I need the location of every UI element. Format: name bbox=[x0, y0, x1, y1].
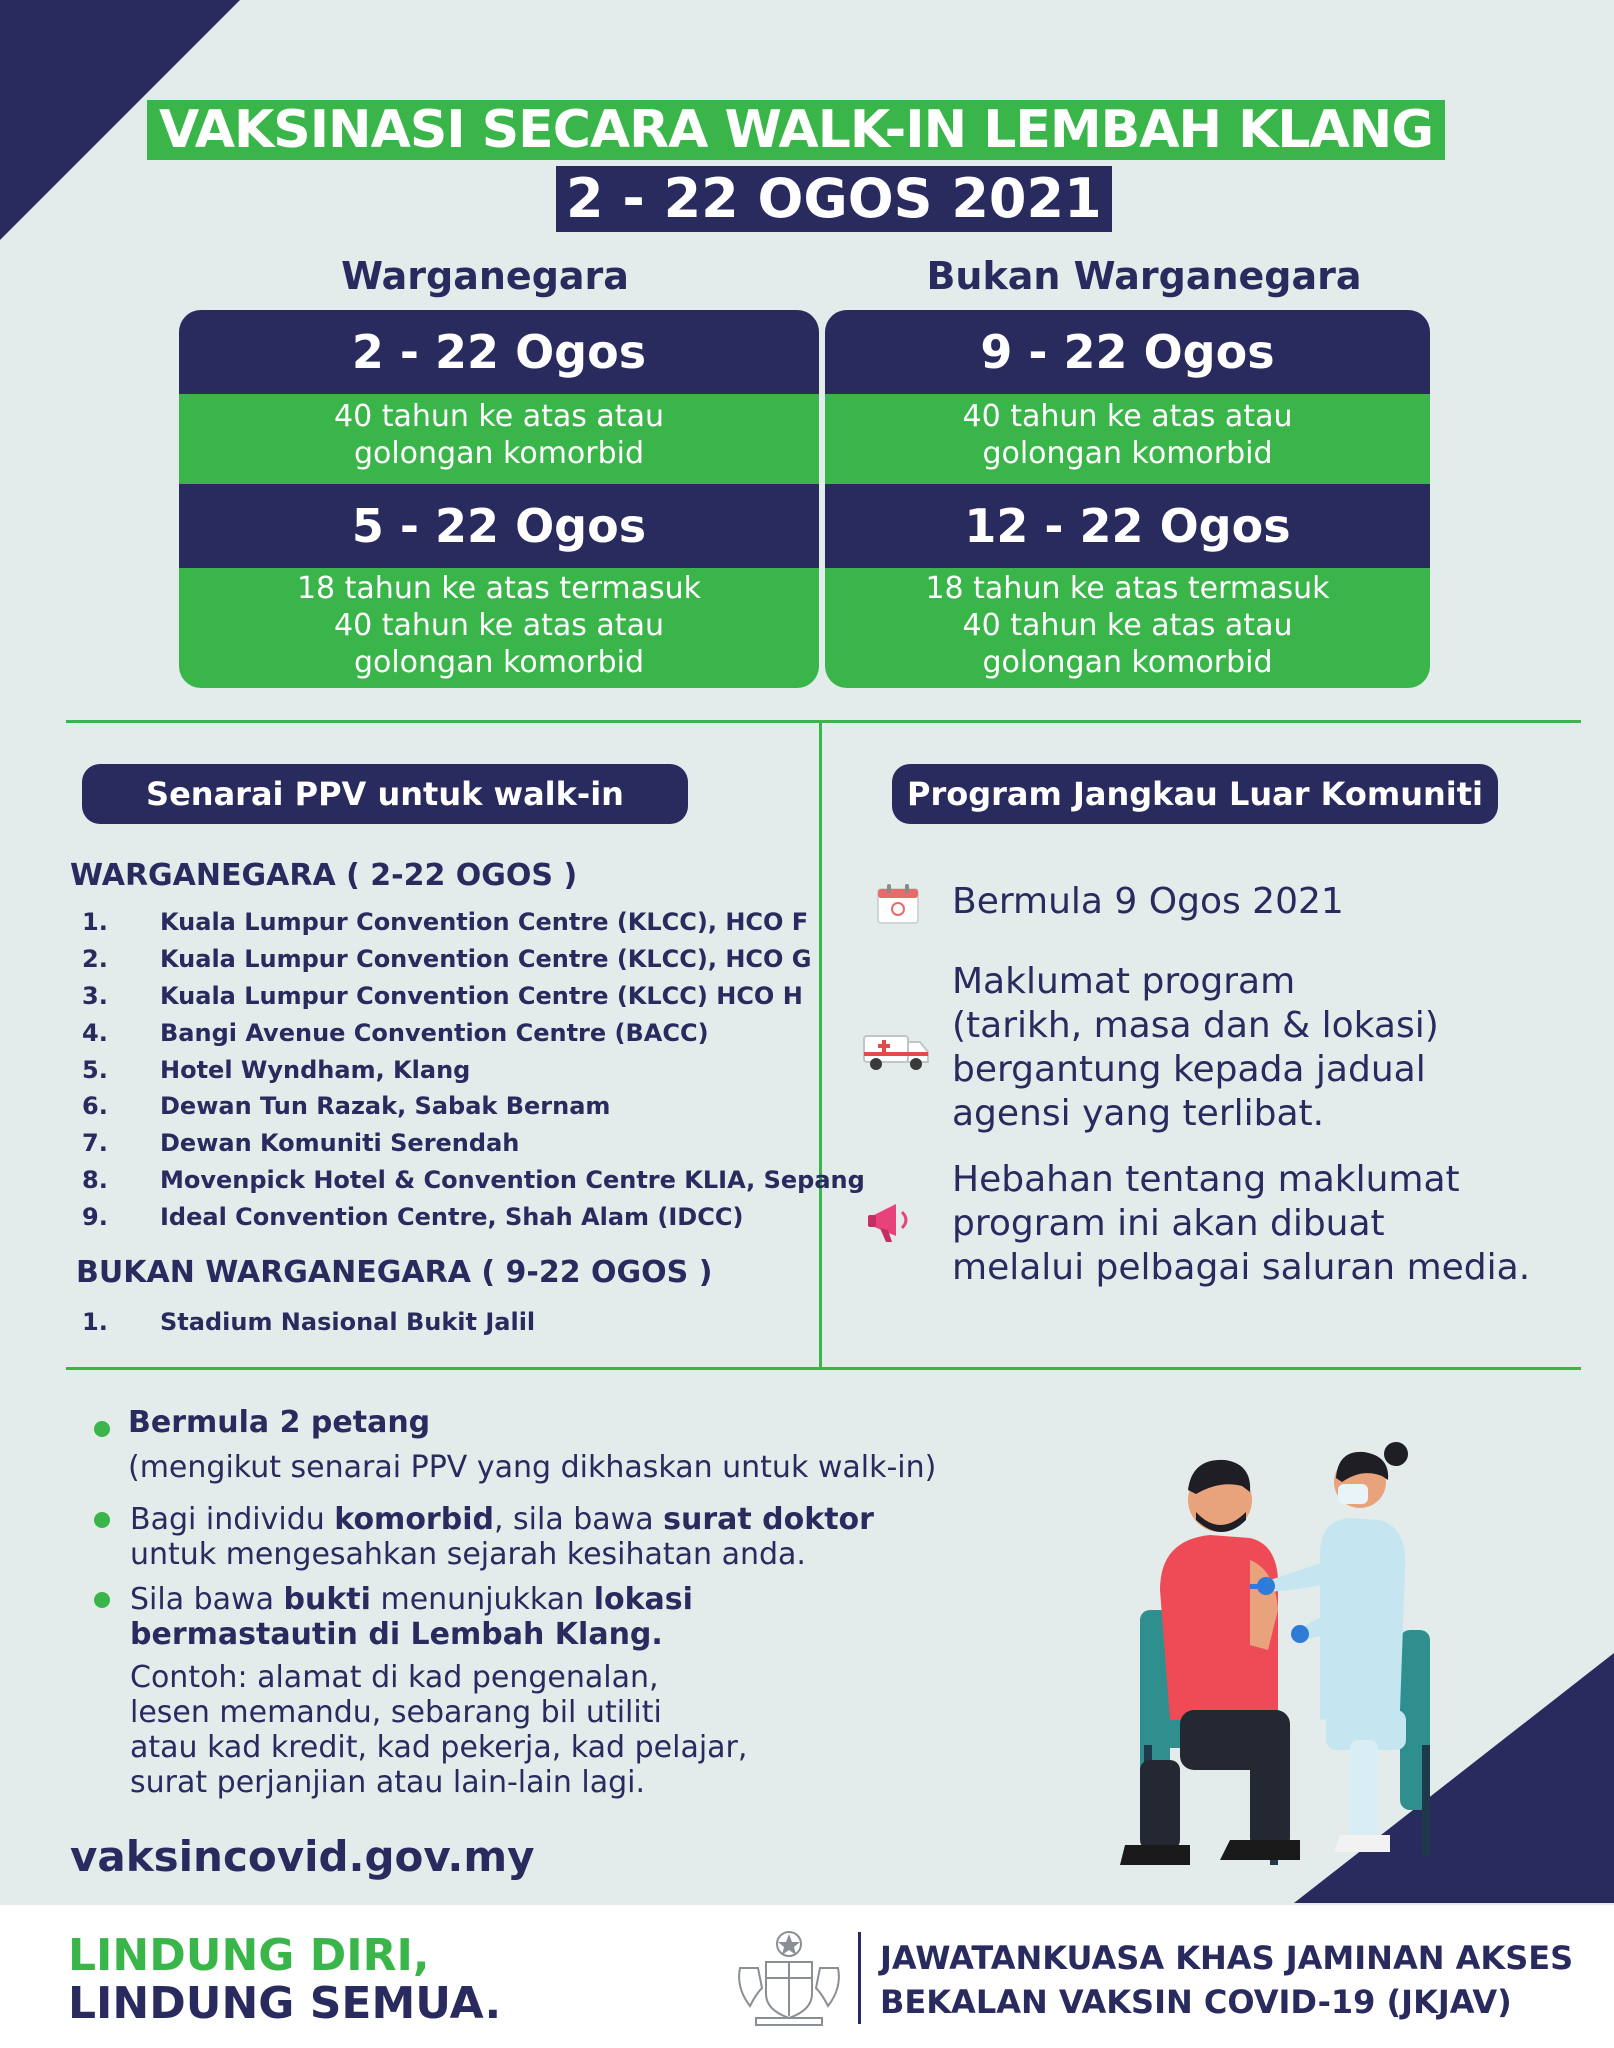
note-example bbox=[130, 1660, 747, 1800]
note-example-line: lesen memandu, sebarang bil utiliti bbox=[130, 1695, 662, 1730]
divider-top bbox=[66, 720, 1581, 723]
note-example-line: atau kad kredit, kad pekerja, kad pelajar, bbox=[130, 1730, 748, 1765]
program-media-text bbox=[952, 1158, 1530, 1290]
note-komorbid: Bagi individu komorbid, sila bawa surat doktor bbox=[130, 1502, 874, 1537]
ppv-pill: Senarai PPV untuk walk-in bbox=[82, 764, 688, 824]
program-media-line: Hebahan tentang maklumat bbox=[952, 1159, 1460, 1200]
ppv-warganegara-list: 1. Kuala Lumpur Convention Centre (KLCC), HCO F 2. Kuala Lumpur Convention Centre (KLCC), HCO G 3. Kuala Lumpur Convention Centre (KLCC) HCO H 4. Bangi Avenue Convention Centre (BACC) 5. Hotel Wyndham, Klang 6. Dewan Tun Razak, Sabak Bernam 7. Dewan Komuniti Serendah 8. Movenpick Hotel & Convention Centre KLIA, Sepang 9. Ideal Convention Centre, Shah Alam (IDCC) bbox=[82, 908, 865, 1231]
note-example-line: Contoh: alamat di kad pengenalan, bbox=[130, 1660, 659, 1695]
criteria-bukan-phase1 bbox=[825, 394, 1430, 484]
note-residency: Sila bawa bukti menunjukkan lokasi bbox=[130, 1582, 693, 1617]
program-info-line: bergantung kepada jadual bbox=[952, 1049, 1426, 1090]
criteria-line: golongan komorbid bbox=[353, 645, 645, 680]
slogan-line-1: LINDUNG DIRI, bbox=[68, 1930, 430, 1981]
title-line-1: VAKSINASI SECARA WALK-IN LEMBAH KLANG bbox=[147, 100, 1445, 160]
bullet-icon bbox=[94, 1512, 110, 1528]
card-bukan-warganegara bbox=[825, 310, 1430, 688]
program-media-line: melalui pelbagai saluran media. bbox=[952, 1247, 1531, 1288]
note-residency-line2: bermastautin di Lembah Klang. bbox=[130, 1617, 663, 1652]
website-link[interactable]: vaksincovid.gov.my bbox=[70, 1832, 535, 1881]
heading-warganegara: Warganegara bbox=[341, 254, 629, 298]
criteria-bukan-phase2 bbox=[825, 568, 1430, 688]
program-media-line: program ini akan dibuat bbox=[952, 1203, 1385, 1244]
note-example-line: surat perjanjian atau lain-lain lagi. bbox=[130, 1765, 646, 1800]
footer-divider bbox=[858, 1932, 861, 2024]
title-line-2: 2 - 22 OGOS 2021 bbox=[556, 166, 1112, 232]
card-warganegara bbox=[179, 310, 819, 688]
coat-of-arms-logo bbox=[730, 1928, 848, 2028]
date-warganegara-phase1: 2 - 22 Ogos bbox=[179, 310, 819, 394]
slogan bbox=[68, 1932, 501, 2028]
bullet-icon bbox=[94, 1421, 110, 1437]
criteria-warganegara-phase1 bbox=[179, 394, 819, 484]
note-start-time: Bermula 2 petang bbox=[128, 1405, 431, 1440]
date-warganegara-phase2: 5 - 22 Ogos bbox=[179, 484, 819, 568]
calendar-icon bbox=[876, 883, 920, 925]
date-bukan-phase1: 9 - 22 Ogos bbox=[825, 310, 1430, 394]
criteria-line: 40 tahun ke atas atau bbox=[334, 399, 664, 434]
megaphone-icon bbox=[866, 1196, 918, 1248]
organisation-name bbox=[880, 1936, 1573, 2024]
vaccination-illustration bbox=[1100, 1420, 1500, 1880]
organisation-line-1: JAWATANKUASA KHAS JAMINAN AKSES bbox=[880, 1939, 1574, 1977]
criteria-line: golongan komorbid bbox=[982, 645, 1273, 680]
heading-bukan-warganegara: Bukan Warganegara bbox=[926, 254, 1362, 298]
date-bukan-phase2: 12 - 22 Ogos bbox=[825, 484, 1430, 568]
program-info-line: Maklumat program bbox=[952, 961, 1296, 1002]
criteria-line: 40 tahun ke atas atau bbox=[962, 608, 1293, 643]
program-start-text: Bermula 9 Ogos 2021 bbox=[952, 881, 1344, 922]
note-komorbid-line2: untuk mengesahkan sejarah kesihatan anda. bbox=[130, 1537, 806, 1572]
organisation-line-2: BEKALAN VAKSIN COVID-19 (JKJAV) bbox=[880, 1983, 1512, 2021]
criteria-line: 18 tahun ke atas termasuk bbox=[296, 571, 702, 606]
criteria-line: golongan komorbid bbox=[982, 436, 1273, 471]
divider-bottom bbox=[66, 1367, 1581, 1370]
criteria-line: 18 tahun ke atas termasuk bbox=[925, 571, 1330, 606]
criteria-line: 40 tahun ke atas atau bbox=[334, 608, 664, 643]
ppv-warganegara-label: WARGANEGARA ( 2-22 OGOS ) bbox=[70, 858, 578, 893]
program-pill: Program Jangkau Luar Komuniti bbox=[892, 764, 1498, 824]
divider-vertical bbox=[819, 722, 822, 1367]
note-start-time-sub: (mengikut senarai PPV yang dikhaskan untuk walk-in) bbox=[128, 1450, 937, 1485]
program-info-text bbox=[952, 960, 1439, 1136]
ppv-bukan-label: BUKAN WARGANEGARA ( 9-22 OGOS ) bbox=[76, 1255, 713, 1290]
bullet-icon bbox=[94, 1592, 110, 1608]
criteria-warganegara-phase2 bbox=[179, 568, 819, 688]
program-info-line: agensi yang terlibat. bbox=[952, 1093, 1325, 1134]
ambulance-icon bbox=[860, 1030, 932, 1074]
slogan-line-2: LINDUNG SEMUA. bbox=[68, 1978, 502, 2029]
criteria-line: golongan komorbid bbox=[353, 436, 645, 471]
ppv-bukan-list: 1. Stadium Nasional Bukit Jalil bbox=[82, 1308, 536, 1336]
program-info-line: (tarikh, masa dan & lokasi) bbox=[952, 1005, 1439, 1046]
criteria-line: 40 tahun ke atas atau bbox=[962, 399, 1293, 434]
